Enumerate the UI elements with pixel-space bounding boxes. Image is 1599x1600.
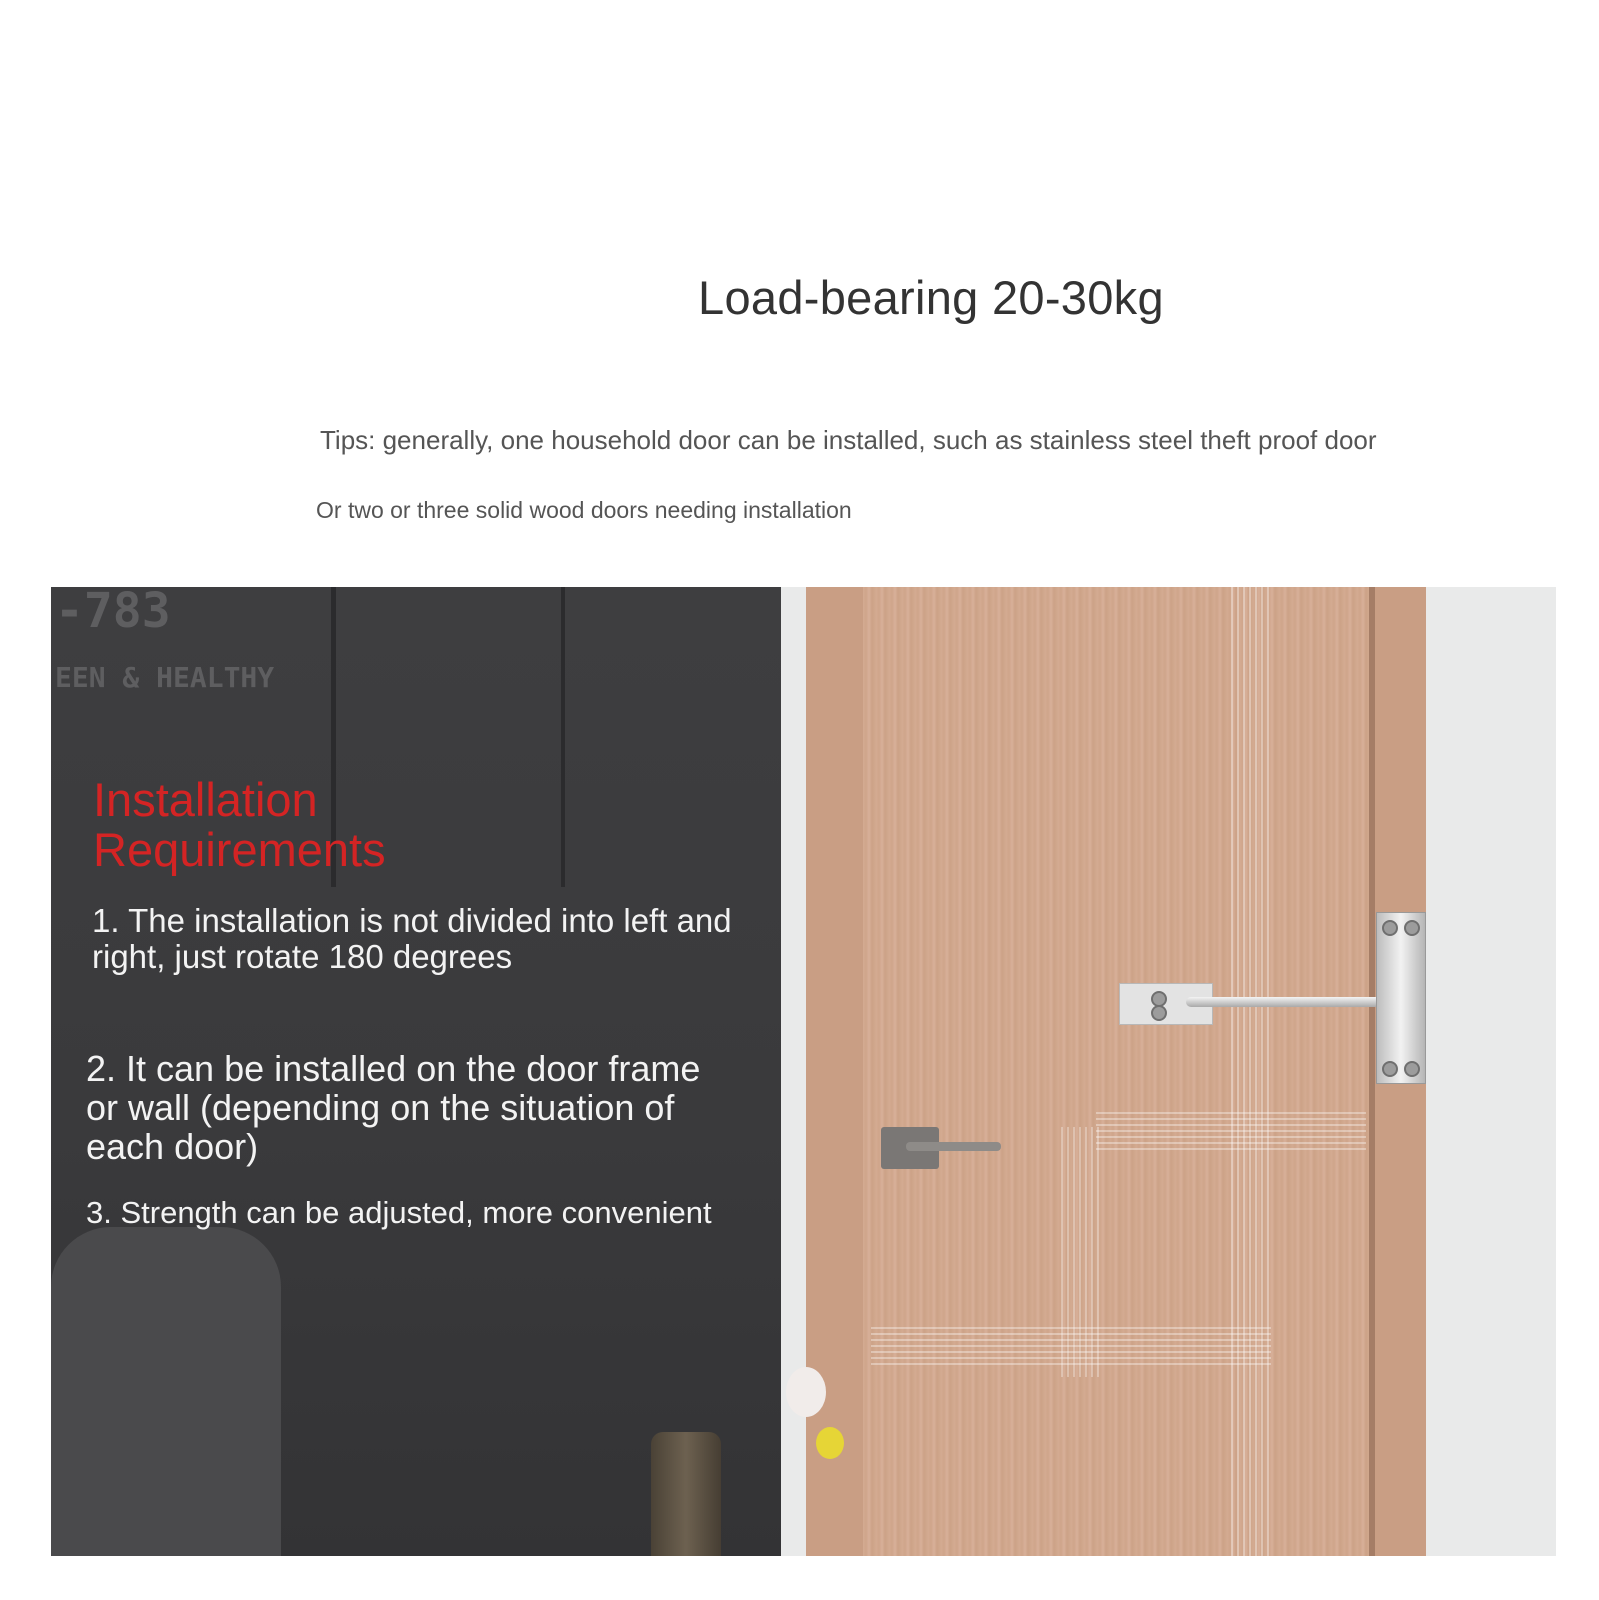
requirement-item: 1. The installation is not divided into left and right, just rotate 180 degrees: [92, 902, 732, 975]
poster-caption: EEN & HEALTHY: [55, 661, 275, 694]
flower: [816, 1427, 844, 1459]
flower: [786, 1367, 826, 1417]
requirement-item: 2. It can be installed on the door frame or wall (depending on the situation of each door): [86, 1048, 701, 1167]
poster-number: -783: [55, 587, 171, 639]
door-closer-body: [1376, 912, 1426, 1084]
screw-icon: [1404, 1061, 1420, 1077]
vase: [651, 1432, 721, 1556]
closer-arm: [1186, 997, 1401, 1007]
requirement-item: 3. Strength can be adjusted, more convenient: [86, 1195, 712, 1230]
tip-subtext: Or two or three solid wood doors needing installation: [316, 497, 852, 523]
page-title: Load-bearing 20-30kg: [698, 271, 1164, 324]
door-handle: [906, 1142, 1001, 1151]
tip-text: Tips: generally, one household door can be installed, such as stainless steel theft proof door: [320, 425, 1377, 455]
requirements-title: Installation Requirements: [93, 773, 386, 876]
door-groove: [1096, 1112, 1366, 1154]
door-edge: [1369, 587, 1375, 1556]
product-photo: [51, 587, 1556, 1556]
screw-icon: [1151, 1005, 1167, 1021]
poster-frame: [561, 587, 565, 887]
screw-icon: [1404, 920, 1420, 936]
chair-silhouette: [51, 1227, 281, 1556]
door-groove: [871, 1327, 1271, 1369]
screw-icon: [1382, 920, 1398, 936]
screw-icon: [1382, 1061, 1398, 1077]
door-groove: [1231, 587, 1273, 1556]
wooden-door: [863, 587, 1373, 1556]
